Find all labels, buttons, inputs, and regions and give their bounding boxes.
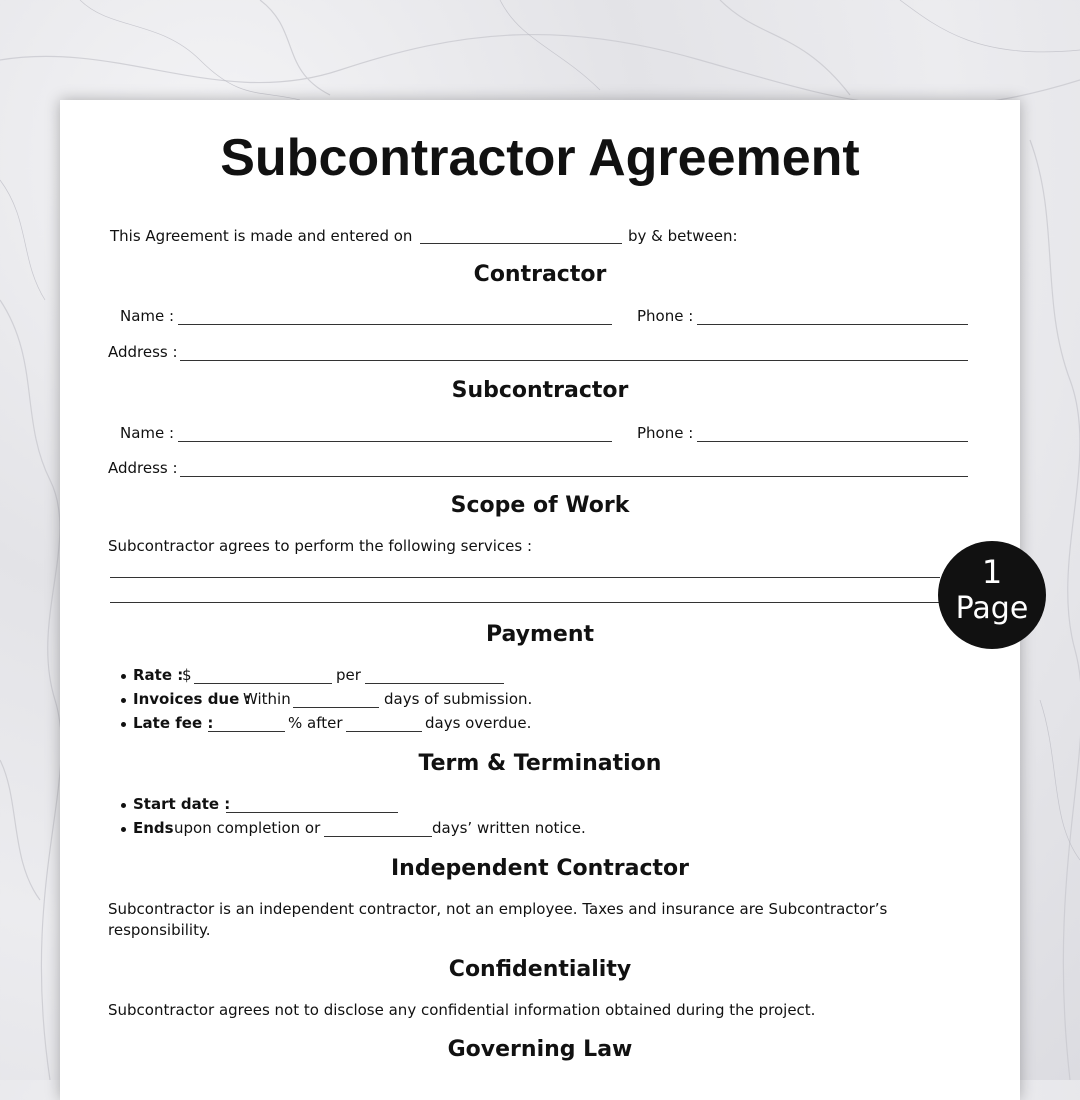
bullet bbox=[121, 698, 126, 703]
page-count-badge bbox=[938, 541, 1046, 649]
payment-heading: Payment bbox=[485, 622, 595, 647]
intro-text: This Agreement is made and entered on bbox=[110, 227, 413, 245]
contractor-address-label: Address : bbox=[108, 343, 178, 361]
subcontractor-phone-label: Phone : bbox=[637, 424, 694, 442]
subcontractor-address-label: Address : bbox=[108, 459, 178, 477]
subcontractor-heading: Subcontractor bbox=[451, 378, 629, 403]
contractor-name-line[interactable] bbox=[178, 324, 612, 325]
subcontractor-phone-line[interactable] bbox=[697, 441, 968, 442]
bullet bbox=[121, 827, 126, 832]
contractor-phone-line[interactable] bbox=[697, 324, 968, 325]
bullet bbox=[121, 803, 126, 808]
independent-heading: Independent Contractor bbox=[390, 856, 689, 881]
page-count-label: Page bbox=[955, 591, 1029, 626]
page-count-number: 1 bbox=[981, 553, 1003, 591]
agreement-date-line[interactable] bbox=[420, 243, 622, 244]
late-fee-percent-line[interactable] bbox=[208, 731, 285, 732]
rate-currency: $ bbox=[182, 666, 192, 684]
notice-days-line[interactable] bbox=[324, 836, 432, 837]
invoices-days-line[interactable] bbox=[293, 707, 379, 708]
start-date-line[interactable] bbox=[226, 812, 398, 813]
document-title: Subcontractor Agreement bbox=[220, 129, 860, 187]
rate-per: per bbox=[336, 666, 361, 684]
intro-text-after: by & between: bbox=[628, 227, 738, 245]
subcontractor-name-line[interactable] bbox=[178, 441, 612, 442]
confidentiality-text: Subcontractor agrees not to disclose any confidential information obtained during the project. bbox=[108, 1001, 816, 1019]
late-fee-label: Late fee : bbox=[133, 714, 214, 732]
independent-text: Subcontractor is an independent contractor, not an employee. Taxes and insurance are Subcontractor’s responsibility. bbox=[108, 900, 888, 939]
rate-amount-line[interactable] bbox=[194, 683, 332, 684]
scope-line-2[interactable] bbox=[110, 602, 940, 603]
invoices-within: Within bbox=[243, 690, 291, 708]
governing-heading: Governing Law bbox=[447, 1037, 633, 1062]
rate-label: Rate : bbox=[133, 666, 184, 684]
late-fee-days-line[interactable] bbox=[346, 731, 422, 732]
late-fee-mid: % after bbox=[288, 714, 343, 732]
scope-line-1[interactable] bbox=[110, 577, 940, 578]
contractor-heading: Contractor bbox=[473, 262, 607, 287]
agreement-sheet bbox=[60, 100, 1020, 1100]
rate-unit-line[interactable] bbox=[365, 683, 504, 684]
scope-text: Subcontractor agrees to perform the following services : bbox=[108, 537, 532, 555]
ends-text: upon completion or bbox=[174, 819, 321, 837]
confidentiality-heading: Confidentiality bbox=[448, 957, 632, 982]
late-fee-after: days overdue. bbox=[425, 714, 532, 732]
contractor-phone-label: Phone : bbox=[637, 307, 694, 325]
start-date-label: Start date : bbox=[133, 795, 231, 813]
contractor-address-line[interactable] bbox=[180, 360, 968, 361]
ends-after: days’ written notice. bbox=[432, 819, 586, 837]
subcontractor-name-label: Name : bbox=[120, 424, 175, 442]
invoices-label: Invoices due : bbox=[133, 690, 251, 708]
invoices-after: days of submission. bbox=[384, 690, 533, 708]
term-heading: Term & Termination bbox=[418, 751, 662, 776]
scope-heading: Scope of Work bbox=[450, 493, 630, 518]
ends-label: Ends bbox=[133, 819, 174, 837]
subcontractor-address-line[interactable] bbox=[180, 476, 968, 477]
bullet bbox=[121, 722, 126, 727]
bullet bbox=[121, 674, 126, 679]
contractor-name-label: Name : bbox=[120, 307, 175, 325]
